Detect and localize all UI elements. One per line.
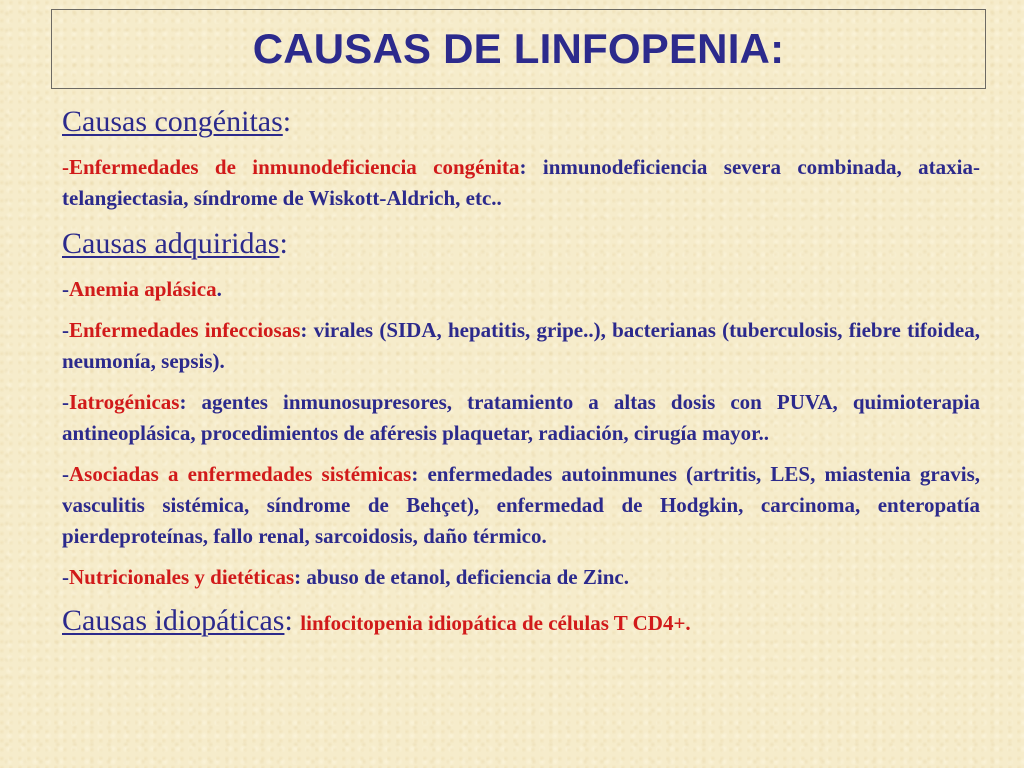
slide-title: CAUSAS DE LINFOPENIA: bbox=[252, 25, 785, 72]
item-term: Nutricionales y dietéticas bbox=[69, 565, 295, 589]
acquired-heading-colon: : bbox=[279, 227, 288, 260]
item-text: : inmunodeficiencia severa combinada, ataxia-telangiectasia, síndrome de Wiskott-Aldrich, etc.. bbox=[62, 155, 980, 210]
acquired-item-1 bbox=[62, 274, 980, 305]
congenital-heading-colon: : bbox=[282, 105, 292, 138]
item-prefix: - bbox=[62, 565, 69, 589]
acquired-heading-text: Causas adquiridas bbox=[62, 227, 280, 260]
item-text: : enfermedades autoinmunes (artritis, LES, miastenia gravis, vasculitis sistémica, síndrome de Behçet), enfermedad de Hodgkin, carcinoma, enteropatía pierdeproteínas, fallo renal, sarcoidosis, daño térmico. bbox=[62, 462, 980, 548]
item-prefix: - bbox=[62, 318, 69, 342]
congenital-item-1 bbox=[62, 152, 980, 214]
acquired-item-4 bbox=[62, 459, 980, 552]
congenital-heading-text: Causas congénitas bbox=[62, 105, 283, 138]
item-text: : agentes inmunosupresores, tratamiento a altas dosis con PUVA, quimioterapia antineoplásica, procedimientos de aféresis plaquetar, radiación, cirugía mayor.. bbox=[62, 390, 980, 445]
acquired-item-5 bbox=[62, 562, 980, 593]
title-box bbox=[51, 9, 986, 89]
idiopathic-text: linfocitopenia idiopática de células T CD4+. bbox=[300, 611, 691, 635]
item-term: Enfermedades de inmunodeficiencia congénita bbox=[69, 155, 520, 179]
item-prefix: - bbox=[62, 462, 69, 486]
acquired-item-2 bbox=[62, 315, 980, 377]
acquired-item-3 bbox=[62, 387, 980, 449]
slide-content bbox=[62, 102, 980, 643]
idiopathic-heading-text: Causas idiopáticas bbox=[62, 604, 285, 637]
item-term: Anemia aplásica bbox=[69, 277, 217, 301]
item-text: : virales (SIDA, hepatitis, gripe..), bacterianas (tuberculosis, fiebre tifoidea, neumonía, sepsis). bbox=[62, 318, 980, 373]
item-prefix: - bbox=[62, 155, 69, 179]
item-term: Enfermedades infecciosas bbox=[69, 318, 301, 342]
item-term: Iatrogénicas bbox=[69, 390, 180, 414]
idiopathic-line bbox=[62, 601, 980, 643]
congenital-heading bbox=[62, 102, 980, 142]
idiopathic-heading-colon: : bbox=[284, 604, 293, 637]
item-prefix: - bbox=[62, 390, 69, 414]
item-text: : abuso de etanol, deficiencia de Zinc. bbox=[294, 565, 629, 589]
item-term: Asociadas a enfermedades sistémicas bbox=[69, 462, 412, 486]
item-text: . bbox=[216, 277, 222, 301]
item-prefix: - bbox=[62, 277, 69, 301]
acquired-heading bbox=[62, 224, 980, 264]
